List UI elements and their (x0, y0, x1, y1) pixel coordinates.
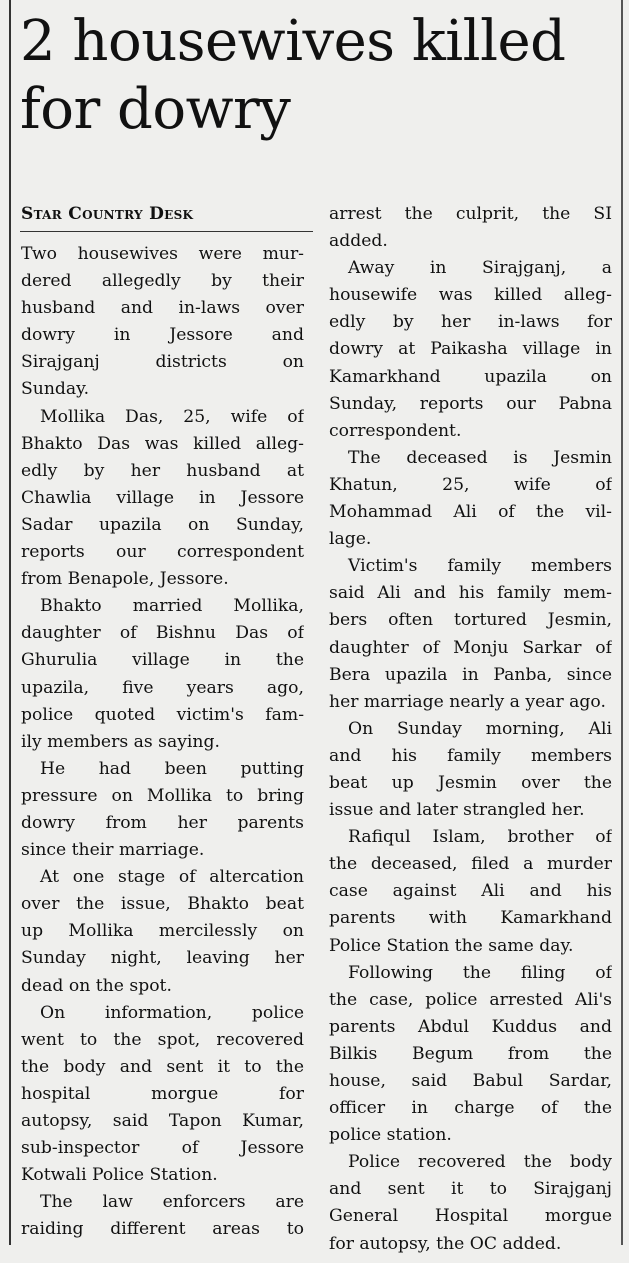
headline (20, 8, 620, 144)
text-line: ily members as saying. (21, 731, 220, 752)
text-line: up Mollika mercilessly on (21, 921, 304, 942)
text-line: officer in charge of the (329, 1098, 612, 1119)
text-line: said Ali and his family mem- (329, 583, 612, 604)
text-line: upazila, five years ago, (21, 677, 304, 698)
text-line: Rafiqul Islam, brother of (348, 827, 612, 848)
text-line: beat up Jesmin over the (329, 772, 612, 793)
text-line: Sunday night, leaving her (21, 948, 304, 969)
headline-line: 2 housewives killed (20, 9, 566, 74)
text-line: over the issue, Bhakto beat (21, 894, 304, 915)
text-line: parents Abdul Kuddus and (329, 1016, 612, 1037)
text-line: Police Station the same day. (329, 935, 574, 956)
text-line: from Benapole, Jessore. (21, 569, 229, 590)
text-line: Bera upazila in Panba, since (329, 664, 612, 685)
text-line: The deceased is Jesmin (348, 447, 612, 468)
article-column-right (329, 201, 612, 1258)
text-line: Bilkis Begum from the (329, 1043, 612, 1064)
text-line: General Hospital morgue (329, 1206, 612, 1227)
text-line: dered allegedly by their (21, 271, 304, 292)
text-line: He had been putting (40, 758, 304, 779)
text-line: police station. (329, 1125, 452, 1146)
text-line: Away in Sirajganj, a (348, 258, 612, 279)
column-rule-right (621, 0, 623, 1245)
text-line: parents with Kamarkhand (329, 908, 612, 929)
text-line: dowry from her parents (21, 812, 304, 833)
text-line: On information, police (40, 1002, 304, 1023)
text-line: daughter of Monju Sarkar of (329, 637, 612, 658)
byline-rule (20, 231, 313, 232)
text-line: autopsy, said Tapon Kumar, (21, 1111, 304, 1131)
text-line: since their marriage. (21, 840, 205, 861)
text-line: Sunday, reports our Pabna (329, 393, 612, 414)
text-line: the case, police arrested Ali's (329, 989, 612, 1010)
text-line: edly by her husband at (21, 460, 304, 481)
text-line: correspondent. (329, 420, 462, 441)
text-line: pressure on Mollika to bring (21, 785, 304, 806)
text-line: issue and later strangled her. (329, 800, 585, 821)
text-line: Khatun, 25, wife of (329, 474, 612, 495)
text-line: husband and in-laws over (21, 298, 304, 319)
text-line: and his family members (329, 745, 612, 766)
text-line: Victim's family members (348, 556, 612, 577)
text-line: Sunday. (21, 379, 90, 400)
text-line: Kotwali Police Station. (21, 1165, 218, 1186)
text-line: lage. (329, 529, 372, 550)
text-line: arrest the culprit, the SI (329, 204, 612, 224)
text-line: the deceased, filed a murder (329, 854, 612, 875)
text-line: Bhakto married Mollika, (40, 596, 304, 617)
text-line: added. (329, 231, 388, 252)
text-line: sub-inspector of Jessore (21, 1138, 304, 1159)
text-line: reports our correspondent (21, 542, 304, 563)
column-rule-left (9, 0, 11, 1245)
text-line: dowry in Jessore and (21, 325, 304, 346)
text-line: Kamarkhand upazila on (329, 366, 612, 387)
text-line: hospital morgue for (21, 1083, 304, 1104)
text-line: Following the filing of (348, 962, 612, 983)
text-line: raiding different areas to (21, 1219, 304, 1240)
text-line: Mollika Das, 25, wife of (40, 406, 304, 427)
text-line: housewife was killed alleg- (329, 285, 612, 306)
text-line: for autopsy, the OC added. (329, 1233, 562, 1254)
text-line: Police recovered the body (348, 1152, 612, 1173)
text-line: At one stage of altercation (40, 867, 304, 888)
text-line: went to the spot, recovered (21, 1029, 304, 1050)
text-line: daughter of Bishnu Das of (21, 623, 304, 644)
text-line: dowry at Paikasha village in (329, 339, 612, 360)
text-line: The law enforcers are (40, 1192, 304, 1213)
text-line: Two housewives were mur- (21, 244, 304, 264)
text-line: Chawlia village in Jessore (21, 487, 304, 508)
text-line: case against Ali and his (329, 881, 612, 902)
text-line: On Sunday morning, Ali (348, 718, 612, 739)
text-line: and sent it to Sirajganj (329, 1179, 612, 1200)
text-line: Sadar upazila on Sunday, (21, 514, 304, 535)
text-line: Ghurulia village in the (21, 650, 304, 671)
text-line: the body and sent it to the (21, 1056, 304, 1077)
byline: Star Country Desk (21, 204, 194, 224)
text-line: bers often tortured Jesmin, (329, 610, 612, 631)
text-line: Bhakto Das was killed alleg- (21, 433, 304, 454)
text-line: Mohammad Ali of the vil- (329, 502, 612, 523)
text-line: police quoted victim's fam- (21, 704, 304, 725)
text-line: edly by her in-laws for (329, 312, 612, 333)
text-line: her marriage nearly a year ago. (329, 691, 606, 712)
article-column-left (21, 241, 304, 1243)
headline-line: for dowry (20, 77, 291, 142)
text-line: Sirajganj districts on (21, 352, 304, 373)
text-line: house, said Babul Sardar, (329, 1071, 612, 1091)
text-line: dead on the spot. (21, 975, 172, 996)
